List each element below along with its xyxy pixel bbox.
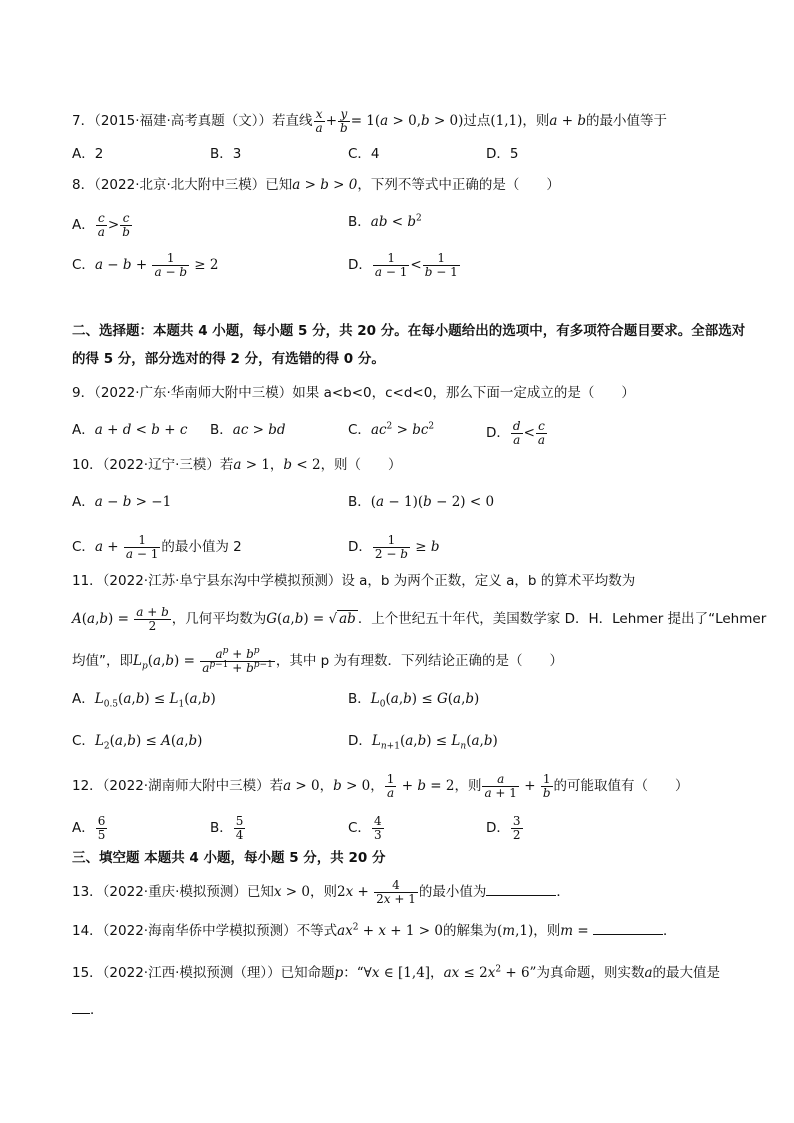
question-10-stem: 10．（2022·辽宁·三模）若a > 1，b < 2，则（ ） [72,457,402,473]
q8-option-d: D． $\frac{1}{a - 1}$ < $\frac{1}{b - 1}$ [348,251,458,279]
q7-option-b: B．3 [210,146,242,162]
q7-option-d: D．5 [486,146,519,162]
q12-option-c: C． $\frac{4}{3}$ [348,814,382,842]
section-3-title: 三、填空题 本题共 4 小题，每小题 5 分，共 20 分 [72,850,386,866]
q11-option-d: D．$L_{n+1}(a,b) \le L_n(a,b)$ [348,733,498,752]
q7-frac-x-a: $\frac{x}{a}$ [315,107,323,135]
q11-option-a: A．$L_{0.5}(a,b) \le L_1(a,b)$ [72,691,216,710]
q9-option-a: A．a + d < b + c [72,422,188,438]
q7-suffix: ，则 [522,113,550,129]
question-14-stem: 14．（2022·海南华侨中学模拟预测）不等式$ax^2 + x + 1 > 0$的解集为(m,1)，则m = ． [72,922,677,939]
q14-answer-blank[interactable] [593,934,663,935]
q9-option-c: C．$ac^2 > bc^2$ [348,421,435,438]
question-9-stem: 9．（2022·广东·华南师大附中三模）如果 a<b<0，c<d<0，那么下面一定成立的是（ ） [72,385,635,401]
q7-mid: 过点 [463,113,491,129]
question-12-stem: 12．（2022·湖南师大附中三模）若a > 0，b > 0， $\frac{1}{a}$ + b = 2，则 $\frac{a}{a + 1}$ + $\frac{1}{b}$ 的可能取值有（ ） [72,772,689,800]
q11-option-c: C．$L_2(a,b) \le A(a,b)$ [72,733,203,752]
q11-option-b: B．$L_0(a,b) \le G(a,b)$ [348,691,480,710]
q7-ab: a + b [549,113,587,129]
q7-prefix: 7．（2015·福建·高考真题（文））若直线 [72,113,313,129]
q8-option-b: B．ab < $b^2$ [348,213,422,230]
q7-frac-y-b: $\frac{y}{b}$ [340,107,348,135]
q8-cond: a > b > 0 [292,177,358,193]
q13-answer-blank[interactable] [486,895,556,896]
q7-point: (1,1) [490,113,523,129]
q8-option-c: C．a − b + $\frac{1}{a - b}$ ≥ 2 [72,251,219,279]
question-15-answer-line: ． [72,1000,104,1020]
q7-option-a: A．2 [72,146,104,162]
section-2-line-1: 二、选择题：本题共 4 小题，每小题 5 分，共 20 分。在每小题给出的选项中，有多项符合题目要求。全部选对 [72,323,746,339]
question-13-stem: 13．（2022·重庆·模拟预测）已知x > 0，则2x + $\frac{4}{2x + 1}$ 的最小值为 ． [72,878,570,906]
question-11-line-2: A(a,b) = $\frac{a + b}{2}$ ，几何平均数为G(a,b) = √ ab ．上个世纪五十年代，美国数学家 D．H．Lehmer 提出了“Lehmer [72,605,767,633]
q12-option-a: A． $\frac{6}{5}$ [72,814,106,842]
question-15-stem: 15．（2022·江西·模拟预测（理））已知命题p：“∀x ∈ [1,4]，ax ≤ $2x^2 + 6$”为真命题，则实数a的最大值是 [72,964,721,981]
q12-option-b: B． $\frac{5}{4}$ [210,814,244,842]
q10-option-c: C．a + $\frac{1}{a - 1}$ 的最小值为 2 [72,533,242,561]
q7-tail: 的最小值等于 [586,113,668,129]
section-2-line-2: 的得 5 分，部分选对的得 2 分，有选错的得 0 分。 [72,351,385,367]
q15-answer-blank[interactable] [72,1013,90,1014]
question-11-line-1: 11．（2022·江苏·阜宁县东沟中学模拟预测）设 a，b 为两个正数，定义 a，b 的算术平均数为 [72,573,636,589]
q10-option-a: A．a − b > −1 [72,494,172,510]
q7-option-c: C．4 [348,146,380,162]
q8-tail: ，下列不等式中正确的是（ ） [357,177,560,193]
question-7-stem: 7．（2015·福建·高考真题（文））若直线 $\frac{x}{a}$ + $\frac{y}{b}$ = 1(a > 0,b > 0)过点(1,1)，则a + b的最小值等于 [72,107,668,135]
q12-option-d: D． $\frac{3}{2}$ [486,814,521,842]
q9-option-b: B．ac > bd [210,422,286,438]
q10-option-b: B．(a − 1)(b − 2) < 0 [348,494,495,510]
q8-stem: 8．（2022·北京·北大附中三模）已知 [72,177,293,193]
question-8-stem [72,175,560,195]
q10-option-d: D． $\frac{1}{2 - b}$ ≥ b [348,533,440,561]
q8-option-a: A． $\frac{c}{a}$ > $\frac{c}{b}$ [72,211,130,239]
q9-option-d: D． $\frac{d}{a}$ < $\frac{c}{a}$ [486,419,546,447]
question-11-line-3: 均值”，即$L_p(a,b)$ = $\frac{a^p + b^p}{a^{p-1} + b^{p-1}}$ ，其中 p 为有理数．下列结论正确的是（ ） [72,646,563,675]
